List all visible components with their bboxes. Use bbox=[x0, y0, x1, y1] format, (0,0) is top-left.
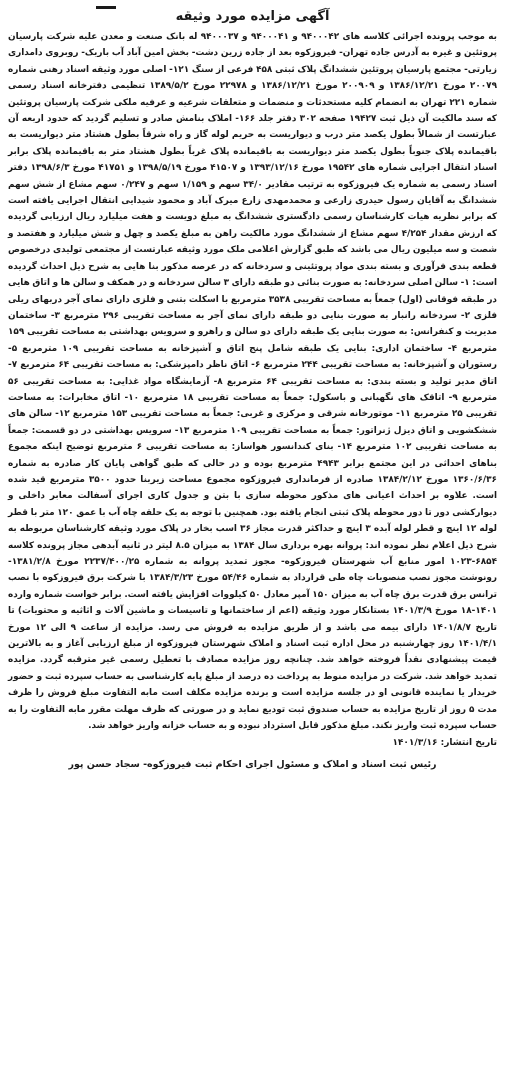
auction-notice bbox=[8, 8, 497, 776]
notice-title: آگهی مزایده مورد وثیقه bbox=[175, 9, 330, 24]
publication-date: تاریخ انتشار: ۱۴۰۱/۳/۱۶ bbox=[392, 738, 497, 749]
signature-line: رئیس ثبت اسناد و املاک و مسئول اجرای احکام ثبت فیروزکوه- سجاد حسن پور bbox=[68, 759, 437, 771]
notice-body: به موجب پرونده اجرائی کلاسه های ۹۴۰۰۰۴۲ و ۹۴۰۰۰۴۱ و ۹۴۰۰۰۳۷ له بانک صنعت و معدن علیه شرکت پارسیان پروتئین و غیره به آدرس جاده تهران- فیروزکوه بعد از جاده زرین دشت- بخش امین آباد آب باریک- روبروی دامداری زیارتی- مجتمع پارسیان پروتئین ششدانگ پلاک ثبتی ۴۵۸ فرعی از سنگ ۱۲۱- اصلی مورد وثیقه اسناد رهنی شماره ۲۰۰۷۹ مورخ ۱۳۸۶/۱۲/۲۱ و ۲۰۰۹۰۹ مورخ ۱۳۸۶/۱۲/۲۱ و ۲۲۹۷۸ مورخ ۱۳۸۹/۵/۲ تنظیمی دفترخانه اسناد رسمی شماره ۲۲۱ تهران به انضمام کلیه مستحدثات و منضمات و متعلقات شرعیه و عرفیه ملکی شرکت پارسیان پروتئین که سند مالکیت آن ذیل ثبت ۱۹۴۲۷ صفحه ۳۰۲ دفتر جلد ۱۶۶- املاک بنامش صادر و تسلیم گردید که حدود اربعه آن عبارتست از شمالاً بطول یکصد متر درب و دیواریست به حریم لوله گاز و راه شرقاً بطول هشتاد متر دیواریست به باقیمانده پلاک جنوباً بطول یکصد متر دیواریست به باقیمانده پلاک غرباً بطول هشتاد متر به باقیمانده پلاک برابر اسناد انتقال اجرایی شماره های ۱۹۵۴۲ مورخ ۱۳۹۳/۱۲/۱۶ و ۴۱۵۰۷ مورخ ۱۳۹۸/۵/۱۹ و ۴۱۷۵۱ مورخ ۱۳۹۸/۶/۳ دفتر اسناد رسمی به شماره یک فیروزکوه به ترتیب مقادیر ۳۴/۰ سهم و ۱/۱۵۹ سهم و ۰/۲۴۷ سهم مشاع از شش سهم ششدانگ به آقایان رسول حیدری زارعی و محمدمهدی زارع میرک آباد و محمود شیدایی انتقال اجرایی یافته است که برابر نظریه هیات کارشناسان رسمی دادگستری ششدانگ به مبلغ دویست و هفت میلیارد ریال ارزیابی گردیده که ارزش مقدار ۴/۲۵۴ سهم مشاع از ششدانگ مورد مالکیت راهن به مبلغ یکصد و چهل و شش میلیارد و هفتصد و شصت و سه میلیون ریال می باشد که طبق گزارش اعلامی ملک مورد وثیقه عبارتست از مجتمعی تولیدی درخصوص قطعه بندی فرآوری و بسته بندی مواد پروتئینی و سردخانه که در عرصه مذکور بنا هایی به شرح ذیل احداث گردیده است: ۱- سالن اصلی سردخانه: به صورت بنائی دو طبقه دارای ۳ سالن سردخانه و در همکف و سالن ها و اتاق هایی در طبقه فوقانی (اول) جمعاً به مساحت تقریبی ۳۵۳۸ مترمربع با اسکلت بتنی و فلزی دارای نمای آجر دربهای ریلی فلزی ۲- سردخانه رانبار به صورت بنایی دو طبقه دارای نمای آجر به مساحت تقریبی ۲۹۶ مترمربع ۳- ساختمان مدیریت و کنفرانس: به صورت بنایی یک طبقه دارای دو سالن و راهرو و سرویس بهداشتی به مساحت تقریبی ۱۵۹ مترمربع ۴- ساختمان اداری: بنایی یک طبقه شامل پنج اتاق و آشپزخانه به مساحت تقریبی ۱۰۹ مترمربع ۵- رستوران و آشپزخانه: به مساحت تقریبی ۲۴۴ مترمربع ۶- اتاق ناظر دامپزشکی: به مساحت تقریبی ۶۴ مترمربع ۷- اتاق مدیر تولید و بسته بندی: به مساحت تقریبی ۶۴ مترمربع ۸- آزمایشگاه مواد غذایی: به مساحت تقریبی ۵۶ مترمربع ۹- اتاقک های نگهبانی و باسکول: جمعاً به مساحت تقریبی ۱۸ مترمربع ۱۰- اتاق مخابرات: به مساحت تقریبی ۲۵ مترمربع ۱۱- موتورخانه شرقی و مرکزی و غربی: جمعاً به مساحت تقریبی ۱۵۳ مترمربع ۱۲- سالن های ششکشویی و اتاق دیزل ژنراتور: جمعاً به مساحت تقریبی ۱۰۹ مترمربع ۱۳- سرویس بهداشتی در دو قسمت: جمعاً به مساحت تقریبی ۱۰۲ مترمربع ۱۴- بنای کندانسور هواساز: به مساحت تقریبی ۶ مترمربع توضیح اینکه مجموع بناهای احداثی در این مجتمع برابر ۴۹۴۳ مترمربع بوده و در حالی که طبق گواهی پایان کار صادره به شماره ۱۳۶۰/۶/۳۶ مورخ ۱۳۸۴/۲/۱۲ صادره از فرمانداری فیروزکوه مجموع مساحت زیربنا حدود ۳۵۰۰ مترمربع قید شده است. علاوه بر احداث اعیانی های مذکور محوطه سازی با بتن و جدول کاری اجرای آسفالت معابر داخلی و دیوارکشی دور تا دور محوطه پلاک ثبتی انجام یافته بود. همچنین با توجه به یک حلقه چاه آب با عمق ۱۲۰ متر با قطر لوله ۱۲ اینچ و قطر لوله آبده ۳ اینچ و حداکثر قدرت مجاز ۳۶ اسب بخار در پلاک مورد وثیقه کارشناسان مربوطه به شرح ذیل اعلام نظر نموده اند: پروانه بهره برداری سال ۱۳۸۴ به میزان ۸.۵ لیتر در ثانیه آبدهی مجاز پرونده کلاسه ۶۸۵۴-۱۰۲۳ امور منابع آب شهرستان فیروزکوه- مجوز تمدید پروانه به شماره ۲۲۳۷/۴۰۰/۲۵ مورخ ۱۳۸۱/۲/۸- رونوشت مجوز نصب منصوبات چاه طی قرارداد به شماره ۵۴/۴۶ مورخ ۱۳۸۴/۳/۲۳ با شرکت برق فیروزکوه با نصب ترانس برق قدرت برق چاه آب به میزان ۱۵۰ آمپر معادل ۵۰ کیلووات افزایش یافته است. برابر خواست شماره وارده ۱۴۰۱-۱۸ مورخ ۱۴۰۱/۳/۹ بستانکار مورد وثیقه (اعم از ساختمانها و تاسیسات و ماشین آلات و اثاثیه و محتویات) تا تاریخ ۱۴۰۱/۸/۷ دارای بیمه می باشد و از طریق مزایده به فروش می رسد. مزایده از ساعت ۹ الی ۱۲ مورخ ۱۴۰۱/۴/۱ روز چهارشنبه در محل اداره ثبت اسناد و املاک شهرستان فیروزکوه از مبلغ ارزیابی آغاز و به بالاترین قیمت پیشنهادی نقداً فروخته خواهد شد. چنانچه روز مزایده مصادف با تعطیل رسمی غیر مترقبه گردد. مزایده تمدید خواهد شد. شرکت در مزایده منوط به پرداخت ده درصد از مبلغ پایه کارشناسی به حساب سپرده ثبت و حضور خریدار یا نماینده قانونی او در جلسه مزایده است و برنده مزایده مکلف است مابه التفاوت مبلغ فروش را ظرف مدت ۵ روز از تاریخ مزایده به حساب صندوق ثبت تودیع نماید و در صورتی که ظرف مهلت مقرر مابه التفاوت را به حساب سپرده ثبت واریز نکند. مبلغ مذکور قابل استرداد نبوده و به حساب خزانه واریز خواهد شد. bbox=[8, 32, 498, 732]
